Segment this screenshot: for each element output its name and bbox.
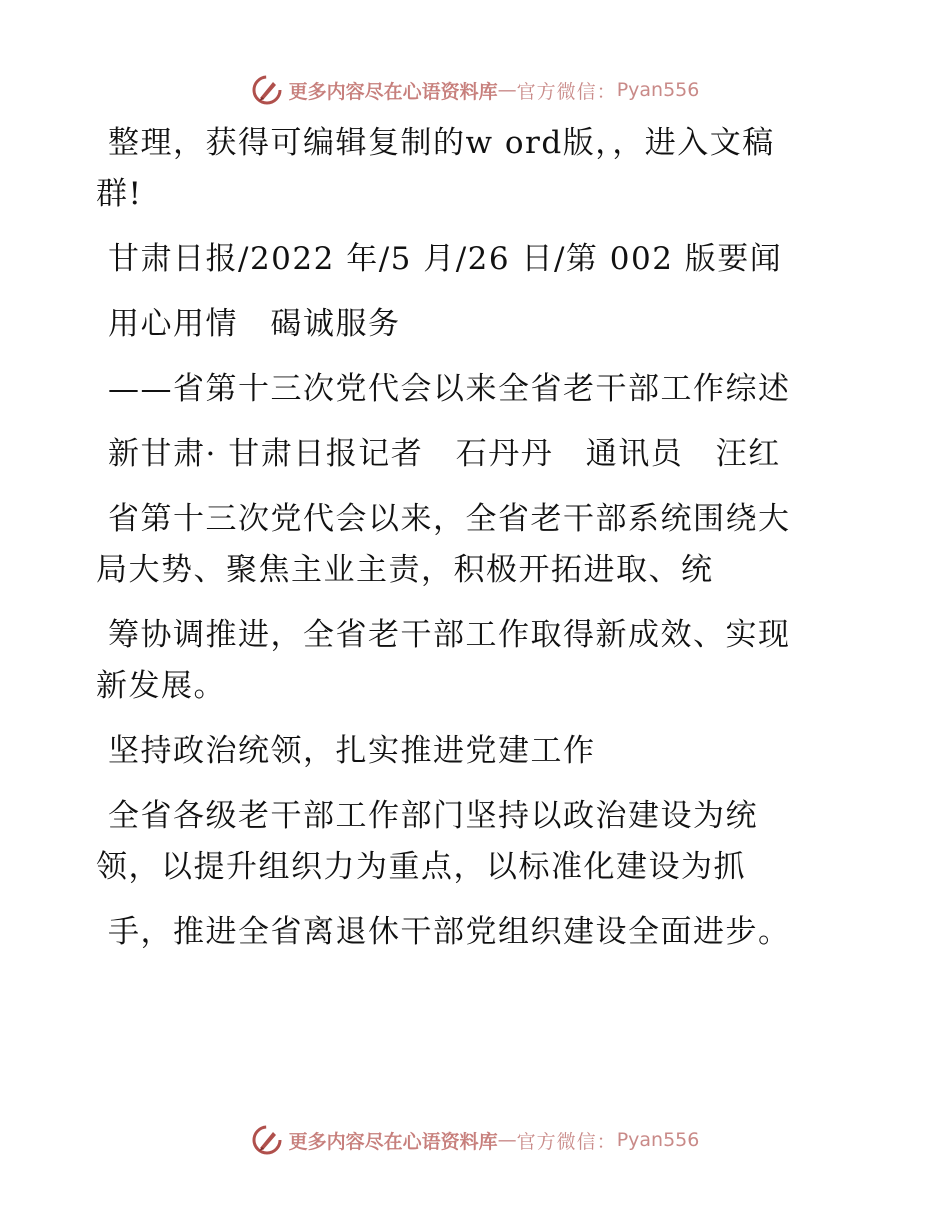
watermark-dash: — — [497, 1129, 517, 1151]
paragraph-line: ——省第十三次党代会以来全省老干部工作综述 — [108, 371, 791, 407]
footer-watermark — [0, 1120, 950, 1160]
quill-pen-logo-icon — [251, 74, 283, 106]
paragraph-line: 坚持政治统领，扎实推进党建工作 — [108, 733, 596, 769]
paragraph-line: 新甘肃· 甘肃日报记者 石丹丹 通讯员 汪红 — [108, 436, 781, 472]
watermark-brand: 更多内容尽在心语资料库 — [288, 1130, 498, 1153]
paragraph — [96, 234, 896, 285]
paragraph — [96, 726, 896, 777]
paragraph — [96, 791, 896, 893]
paragraph-line: 群! — [96, 176, 143, 212]
paragraph — [96, 429, 896, 480]
paragraph-line: 甘肃日报/2022 年/5 月/26 日/第 002 版要闻 — [108, 241, 783, 277]
paragraph-line: 整理，获得可编辑复制的w ord版，，进入文稿 — [108, 125, 775, 161]
watermark-dash: — — [497, 79, 517, 101]
paragraph-line: 新发展。 — [96, 668, 226, 704]
paragraph-line: 全省各级老干部工作部门坚持以政治建设为统 — [108, 798, 758, 834]
paragraph-line: 用心用情 碣诚服务 — [108, 306, 401, 342]
watermark-official-label: 官方微信： — [516, 1130, 617, 1153]
document-body — [96, 118, 896, 972]
paragraph — [96, 364, 896, 415]
paragraph-line: 筹协调推进，全省老干部工作取得新成效、实现 — [108, 617, 791, 653]
paragraph — [96, 907, 896, 958]
paragraph-line: 领，以提升组织力为重点，以标准化建设为抓 — [96, 849, 746, 885]
paragraph — [96, 299, 896, 350]
watermark-official-label: 官方微信： — [516, 80, 617, 103]
watermark-wechat-id: Pyan556 — [616, 1129, 700, 1151]
watermark-wechat-id: Pyan556 — [616, 79, 700, 101]
watermark-brand: 更多内容尽在心语资料库 — [288, 80, 498, 103]
paragraph-line: 手，推进全省离退休干部党组织建设全面进步。 — [108, 914, 791, 950]
header-watermark — [0, 70, 950, 110]
paragraph — [96, 118, 896, 220]
paragraph-line: 局大势、聚焦主业主责，积极开拓进取、统 — [96, 552, 714, 588]
quill-pen-logo-icon — [251, 1124, 283, 1156]
paragraph — [96, 610, 896, 712]
paragraph-line: 省第十三次党代会以来，全省老干部系统围绕大 — [108, 501, 791, 537]
paragraph — [96, 494, 896, 596]
